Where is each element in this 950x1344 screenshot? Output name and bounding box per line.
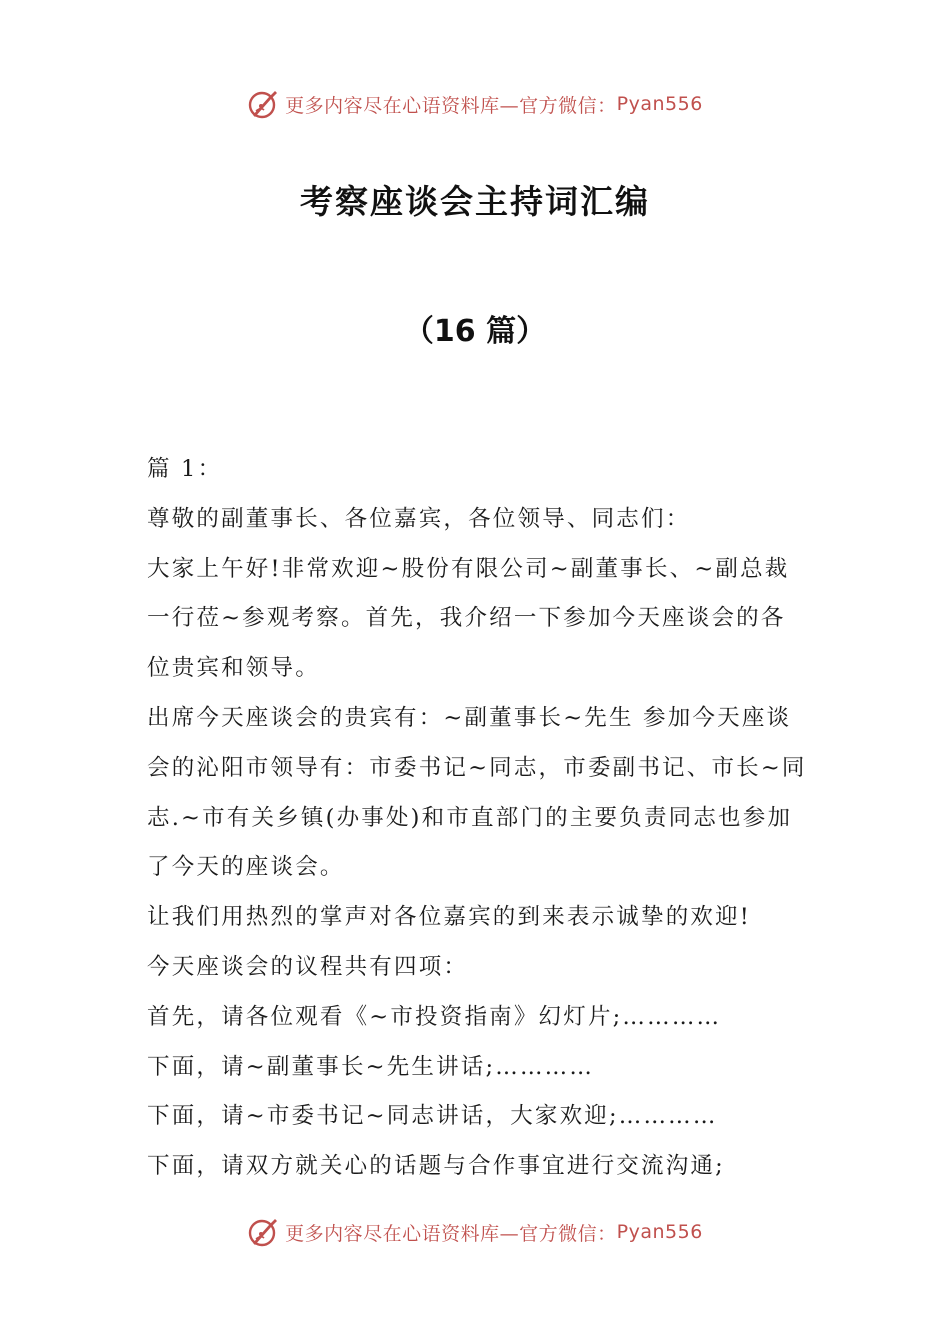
document-body bbox=[147, 445, 809, 1192]
document-subtitle: （16 篇） bbox=[403, 314, 547, 349]
paragraph: 下面，请~副董事长~先生讲话;………… bbox=[147, 1053, 595, 1080]
paragraph: 下面，请双方就关心的话题与合作事宜进行交流沟通; bbox=[147, 1153, 725, 1180]
header-wechat-id: Pyan556 bbox=[616, 93, 703, 115]
pen-nib-logo-icon bbox=[247, 1215, 281, 1249]
paragraph: 今天座谈会的议程共有四项： bbox=[147, 953, 469, 980]
paragraph: 尊敬的副董事长、各位嘉宾，各位领导、同志们： bbox=[147, 505, 691, 532]
header-banner bbox=[0, 84, 950, 124]
pen-nib-logo-icon bbox=[247, 87, 281, 121]
section-heading: 篇 1： bbox=[147, 456, 223, 482]
header-banner-text: 更多内容尽在心语资料库—官方微信： bbox=[285, 94, 617, 117]
footer-banner bbox=[0, 1212, 950, 1252]
paragraph: 大家上午好!非常欢迎~股份有限公司~副董事长、~副总裁一行莅~参观考察。首先，我介绍一下参加今天座谈会的各位贵宾和领导。 bbox=[147, 555, 790, 682]
paragraph: 首先，请各位观看《~市投资指南》幻灯片;………… bbox=[147, 1003, 722, 1030]
paragraph: 让我们用热烈的掌声对各位嘉宾的到来表示诚挚的欢迎! bbox=[147, 904, 752, 931]
footer-wechat-id: Pyan556 bbox=[616, 1221, 703, 1243]
paragraph: 出席今天座谈会的贵宾有：~副董事长~先生 参加今天座谈会的沁阳市领导有：市委书记~同志，市委副书记、市长~同志.~市有关乡镇(办事处)和市直部门的主要负责同志也参加了今天的座谈会。 bbox=[147, 704, 807, 881]
paragraph: 下面，请~市委书记~同志讲话，大家欢迎;………… bbox=[147, 1103, 718, 1130]
document-title: 考察座谈会主持词汇编 bbox=[300, 182, 650, 221]
footer-banner-text: 更多内容尽在心语资料库—官方微信： bbox=[285, 1222, 617, 1245]
